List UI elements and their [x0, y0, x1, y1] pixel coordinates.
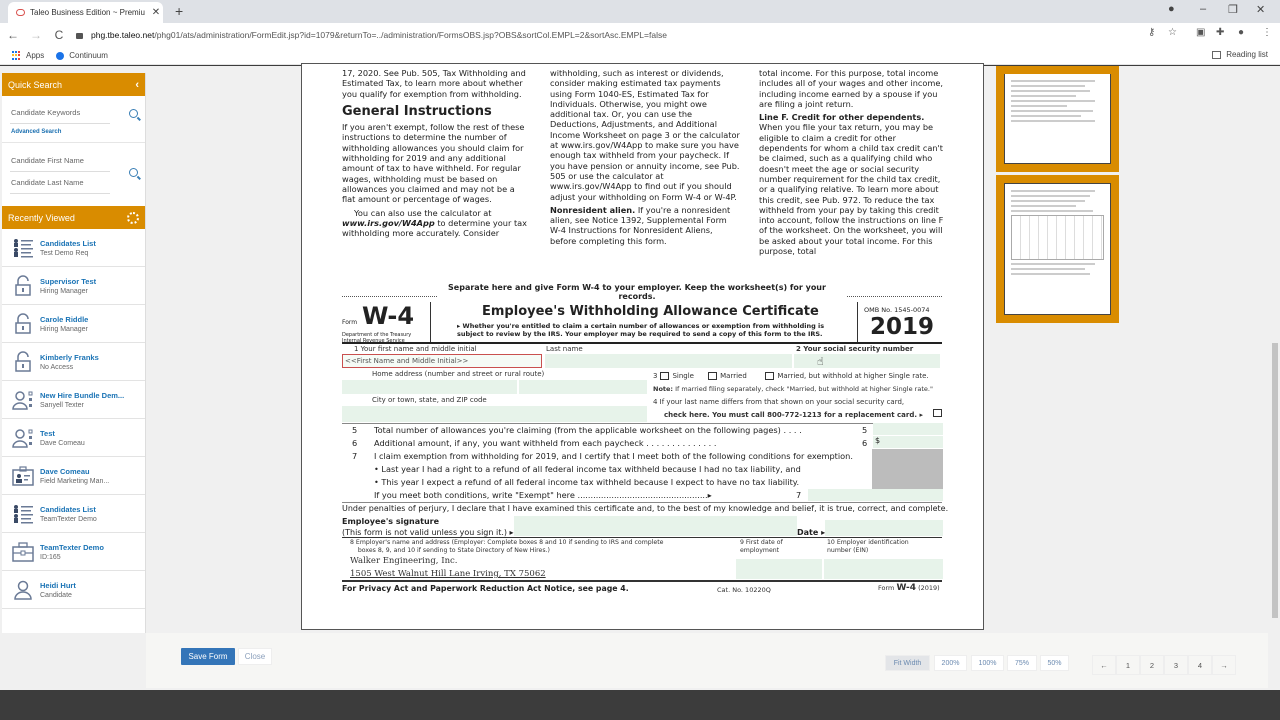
profile-indicator-icon[interactable]: ● [1168, 3, 1175, 15]
document-page [301, 63, 984, 630]
line7-bullet2: • This year I expect a refund of all federal income tax withheld because I expect to have no tax liability. [374, 477, 800, 487]
instructions-column-2 [550, 68, 740, 249]
quick-search-title: Quick Search [8, 79, 63, 90]
thumb-line [1011, 205, 1076, 207]
filing-status-line [653, 372, 929, 380]
previous-page-button[interactable]: ← [1092, 655, 1116, 675]
line6-box-label: 6 [862, 438, 868, 448]
form-action-bar [146, 633, 1268, 688]
divider [342, 580, 942, 582]
vertical-scrollbar[interactable] [1270, 73, 1280, 633]
thumb-line [1011, 100, 1095, 102]
perjury-statement: Under penalties of perjury, I declare that I have examined this certificate and, to the best of my knowledge and belief, it is true, correct, and complete. [342, 504, 949, 513]
thumb-line [1011, 95, 1076, 97]
extension-icon[interactable]: ▣ [1196, 27, 1206, 38]
thumb-line [1011, 85, 1085, 87]
line10-label: 10 Employer identification number (EIN) [827, 539, 909, 554]
col1-para2 [342, 208, 527, 239]
recent-item-title: New Hire Bundle Dem... [40, 390, 125, 400]
password-key-icon[interactable]: ⚷ [1148, 27, 1156, 38]
form-name: W-4 [362, 302, 415, 330]
sidebar [2, 73, 146, 633]
home-address-field-2[interactable] [519, 380, 647, 394]
city-label: City or town, state, and ZIP code [372, 396, 487, 404]
thumb-line [1011, 90, 1090, 92]
briefcase-icon [12, 541, 34, 563]
thumb-line [1011, 115, 1081, 117]
footer-year: (2019) [918, 584, 940, 592]
name-differs-checkbox[interactable] [933, 409, 942, 417]
recent-item[interactable] [2, 343, 145, 381]
ssn-label: 2 Your social security number [796, 345, 914, 353]
url-host: phg.tbe.taleo.net [91, 30, 155, 40]
employer-address: 1505 West Walnut Hill Lane Irving, TX 75062 [350, 569, 546, 579]
allowances-field[interactable] [873, 423, 943, 435]
ssn-field[interactable] [794, 354, 940, 368]
page-thumbnail-2[interactable] [996, 175, 1119, 323]
reading-list-icon [1212, 51, 1221, 59]
instructions-column-3 [759, 68, 944, 259]
lock-icon [76, 33, 83, 39]
quick-search-header [2, 73, 145, 96]
subtitle-line: ▸ Whether you're entitled to claim a certain number of allowances or exemption from withholding is [457, 322, 825, 330]
irs-w4app-link: www.irs.gov/W4App [342, 217, 435, 228]
continuum-icon [56, 52, 64, 60]
dept-text: Department of the Treasury [342, 332, 412, 338]
footer-form: Form [878, 584, 895, 592]
date-field[interactable] [825, 520, 943, 536]
apps-grid-icon [12, 51, 21, 60]
profile-avatar-icon[interactable]: ● [1238, 27, 1245, 38]
recent-item-subtitle: TeamTexter Demo [40, 515, 97, 523]
dotted-separator [342, 296, 437, 297]
thumb-line [1011, 80, 1095, 82]
page-3-button[interactable]: 3 [1164, 655, 1188, 675]
divider [430, 302, 431, 342]
recent-item-subtitle: ID:165 [40, 553, 61, 561]
treasury-dept [342, 332, 411, 344]
page-4-button[interactable]: 4 [1188, 655, 1212, 675]
list-icon [12, 503, 34, 525]
home-address-field[interactable] [342, 380, 517, 394]
col3-linef [759, 112, 944, 256]
married-checkbox[interactable] [708, 372, 717, 380]
reload-button[interactable]: C [54, 28, 64, 42]
line9-label: 9 First date of employment [740, 539, 783, 554]
bookmark-label: Apps [26, 51, 45, 60]
col1-top-text: 17, 2020. See Pub. 505, Tax Withholding and Estimated Tax, to learn more about whether you qualify for exemption from withholding. [342, 68, 526, 99]
signature-note: (This form is not valid unless you sign it.) ▸ [342, 528, 514, 537]
reading-list-label: Reading list [1226, 50, 1268, 59]
divider [342, 537, 942, 538]
page-thumbnail-1[interactable] [996, 66, 1119, 172]
form-footer [878, 583, 940, 593]
candidate-last-name-input[interactable] [10, 172, 110, 194]
married-higher-label: Married, but withhold at higher Single rate. [777, 372, 929, 380]
divider [857, 302, 858, 342]
scrollbar-thumb[interactable] [1272, 343, 1278, 618]
thumb-line [1011, 120, 1095, 122]
date-label: Date ▸ [797, 528, 826, 537]
recent-item-subtitle: Dave Comeau [40, 439, 85, 447]
recent-item-subtitle: No Access [40, 363, 74, 371]
thumb-line [1011, 190, 1095, 192]
os-taskbar [0, 690, 1280, 720]
col2-nonresident [550, 205, 740, 246]
recent-item[interactable] [2, 419, 145, 457]
married-higher-checkbox[interactable] [765, 372, 774, 380]
single-checkbox[interactable] [660, 372, 669, 380]
thumb-line [1011, 268, 1085, 270]
thumb-line [1011, 110, 1093, 112]
line-f-heading: Line F. Credit for other dependents. [759, 112, 925, 123]
chrome-menu-icon[interactable]: ⋮ [1262, 27, 1272, 38]
recent-item-title: Candidates List [40, 504, 96, 514]
recent-item-subtitle: Hiring Manager [40, 325, 88, 333]
exempt-field[interactable] [808, 489, 943, 501]
recent-item-subtitle: Candidate [40, 591, 72, 599]
new-tab-button[interactable]: + [175, 3, 184, 19]
line4-text-2: check here. You must call 800-772-1213 for a replacement card. ▸ [664, 411, 923, 419]
first-date-field[interactable] [736, 559, 822, 579]
zoom-200-button[interactable]: 200% [934, 655, 967, 671]
user-checklist-icon [12, 389, 34, 411]
user-checklist-icon [12, 427, 34, 449]
divider [342, 502, 942, 503]
form-year: 2019 [870, 314, 935, 340]
browser-toolbar [0, 23, 1280, 47]
line7-bullet1: • Last year I had a right to a refund of all federal income tax withheld because I had no tax liability, and [374, 464, 801, 474]
recent-item[interactable] [2, 495, 145, 533]
text: to determine your tax withholding more accurately. Consider [342, 217, 528, 239]
recent-item-subtitle: Sanyell Texter [40, 401, 84, 409]
id-card-icon [12, 465, 34, 487]
gear-icon[interactable] [127, 212, 139, 224]
next-page-button[interactable]: → [1212, 655, 1236, 675]
first-name-label: 1 Your first name and middle initial [354, 345, 477, 353]
bookmark-apps[interactable] [12, 51, 44, 60]
thumb-line [1011, 263, 1095, 265]
separate-here-text: Separate here and give Form W-4 to your employer. Keep the worksheet(s) for your records. [448, 283, 826, 301]
minimize-button[interactable]: – [1200, 3, 1207, 15]
nonresident-heading: Nonresident alien. [550, 204, 636, 215]
maximize-button[interactable]: ❐ [1228, 4, 1238, 16]
signature-field[interactable] [514, 516, 797, 536]
zoom-75-button[interactable]: 75% [1007, 655, 1037, 671]
employer-name: Walker Engineering, Inc. [350, 556, 458, 566]
additional-amount-field[interactable] [873, 436, 943, 448]
candidate-first-name-input[interactable] [10, 150, 110, 172]
line5-text: Total number of allowances you're claiming (from the applicable worksheet on the following pages) . . . . [374, 425, 802, 435]
unlock-icon [12, 351, 34, 373]
taleo-favicon-icon [16, 9, 25, 16]
user-icon [12, 579, 34, 601]
line5-number: 5 [352, 425, 358, 435]
line7-box-label: 7 [796, 490, 802, 500]
catalog-number: Cat. No. 10220Q [717, 586, 771, 594]
recent-item[interactable] [2, 533, 145, 571]
thumb-line [1011, 195, 1090, 197]
line-number: 3 [653, 372, 658, 380]
address-bar[interactable] [76, 26, 1136, 44]
thumb-line [1011, 210, 1093, 212]
first-name-placeholder: Candidate First Name [11, 156, 84, 165]
unlock-icon [12, 313, 34, 335]
text: If you're a nonresident alien, see Notice 1392, Supplemental Form W-4 Instructions for Nonresident Aliens, before completing this form. [550, 204, 731, 246]
col3-para1: total income. For this purpose, total income includes all of your wages and other income, including income earned by a spouse if you are filing a joint return. [759, 68, 944, 109]
privacy-notice: For Privacy Act and Paperwork Reduction Act Notice, see page 4. [342, 584, 629, 593]
recently-viewed-title: Recently Viewed [8, 212, 75, 223]
last-name-placeholder: Candidate Last Name [11, 178, 84, 187]
line4-text: 4 If your last name differs from that shown on your social security card, [653, 398, 905, 406]
zoom-fit-width-button[interactable]: Fit Width [885, 655, 930, 671]
recent-item-title: Carole Riddle [40, 314, 89, 324]
w4-header [342, 302, 942, 344]
single-label: Single [672, 372, 694, 380]
line6-number: 6 [352, 438, 358, 448]
thumb-line [1011, 105, 1067, 107]
recent-item[interactable] [2, 229, 145, 267]
reading-list-button[interactable] [1212, 50, 1268, 59]
recent-item-title: Candidates List [40, 238, 96, 248]
divider [2, 135, 145, 143]
note-text: If married filing separately, check "Married, but withhold at higher Single rate." [673, 385, 933, 393]
general-instructions-heading: General Instructions [342, 103, 492, 119]
recent-item-title: Dave Comeau [40, 466, 90, 476]
omb-number: OMB No. 1545-0074 [864, 306, 930, 314]
thumb-line [1011, 273, 1090, 275]
w4-title: Employee's Withholding Allowance Certificate [482, 304, 819, 319]
recent-item[interactable] [2, 381, 145, 419]
keywords-placeholder: Candidate Keywords [11, 108, 81, 117]
line6-text: Additional amount, if any, you want withheld from each paycheck . . . . . . . . . . . . . . [374, 438, 717, 448]
hand-cursor-icon: ☝ [817, 355, 824, 368]
collapse-sidebar-icon[interactable]: ‹ [135, 78, 139, 91]
extensions-puzzle-icon[interactable]: ✚ [1216, 27, 1225, 38]
back-button[interactable]: ← [7, 28, 19, 42]
last-name-label: Last name [546, 345, 583, 353]
thumb-table [1011, 215, 1104, 260]
recent-item-subtitle: Test Demo Req [40, 249, 89, 257]
line8-text: 8 Employer's name and address (Employer: Complete boxes 8 and 10 if sending to IRS and complete [350, 539, 664, 546]
first-name-field[interactable] [342, 354, 542, 368]
filing-note [653, 385, 933, 393]
recent-item-title: TeamTexter Demo [40, 542, 104, 552]
zoom-100-button[interactable]: 100% [971, 655, 1004, 671]
shaded-area [872, 449, 943, 489]
w4-subtitle [457, 322, 824, 338]
document-viewer [146, 68, 1268, 633]
list-icon [12, 237, 34, 259]
instructions-column-1 [342, 68, 527, 241]
tab-title: Taleo Business Edition ~ Premiu [30, 8, 145, 17]
line8-text-2: boxes 8, 9, and 10 if sending to State Directory of New Hires.) [357, 546, 550, 554]
zoom-50-button[interactable]: 50% [1040, 655, 1069, 671]
app-area [0, 66, 1280, 690]
recent-item-title: Heidi Hurt [40, 580, 76, 590]
note-label: Note: [653, 385, 674, 393]
line5-box-label: 5 [862, 425, 868, 435]
subtitle-line: subject to review by the IRS. Your employer may be required to send a copy of this form to the IRS. [457, 330, 823, 338]
candidate-keywords-input[interactable] [10, 102, 110, 124]
dollar-sign: $ [875, 436, 881, 445]
recent-item-title: Kimberly Franks [40, 352, 99, 362]
last-name-field[interactable] [545, 354, 792, 368]
line8-label [350, 539, 663, 554]
unlock-icon [12, 275, 34, 297]
name-search-icon[interactable] [129, 168, 138, 177]
keyword-search-icon[interactable] [129, 109, 138, 118]
page-2-button[interactable]: 2 [1140, 655, 1164, 675]
tab-close-icon[interactable]: ✕ [151, 7, 161, 18]
recent-item[interactable] [2, 267, 145, 305]
save-form-button[interactable]: Save Form [181, 648, 235, 665]
recently-viewed-header [2, 206, 145, 229]
thumb-line [1011, 200, 1085, 202]
recent-item-subtitle: Field Marketing Man... [40, 477, 110, 485]
col1-para1: If you aren't exempt, follow the rest of these instructions to determine the number of withholding allowances you should claim for withholding for 2019 and any additional amount of tax to have withheld. For regular wages, withholding must be based on allowances you claimed and may not be a flat amount or percentage of wages. [342, 122, 525, 205]
recent-item[interactable] [2, 571, 145, 609]
recent-item-title: Supervisor Test [40, 276, 97, 286]
thumbnail-preview [1004, 183, 1111, 315]
text: You can also use the calculator at [354, 207, 492, 218]
signature-label: Employee's signature [342, 517, 440, 526]
bookmark-continuum[interactable] [56, 51, 108, 60]
recently-viewed-list [2, 229, 145, 609]
page-1-button[interactable]: 1 [1116, 655, 1140, 675]
form-label: Form [342, 319, 358, 326]
divider [342, 423, 942, 424]
footer-w4: W-4 [896, 583, 916, 593]
line7-number: 7 [352, 451, 358, 461]
line7-text: I claim exemption from withholding for 2019, and I certify that I meet both of the following conditions for exemption. [374, 451, 853, 461]
spacer [2, 194, 145, 206]
recent-item[interactable] [2, 305, 145, 343]
browser-tab-bar [0, 0, 1280, 23]
close-window-button[interactable]: ✕ [1256, 4, 1266, 16]
forward-button[interactable]: → [30, 28, 42, 42]
bookmark-star-icon[interactable]: ☆ [1168, 27, 1177, 38]
ein-field[interactable] [824, 559, 943, 579]
browser-tab[interactable] [8, 2, 163, 23]
line7-exempt-text: If you meet both conditions, write "Exempt" here ..................................................▸ [374, 490, 712, 500]
dotted-separator [847, 296, 942, 297]
city-field[interactable] [342, 406, 647, 422]
married-label: Married [720, 372, 747, 380]
first-name-value: <<First Name and Middle Initial>> [345, 357, 469, 365]
close-button[interactable]: Close [238, 648, 272, 665]
irs-text: Internal Revenue Service [342, 338, 405, 344]
advanced-search-link[interactable]: Advanced Search [11, 129, 62, 135]
recent-item-title: Test [40, 428, 55, 438]
url-path: /phg01/ats/administration/FormEdit.jsp?id=1079&returnTo=../administration/FormsOBS.jsp?OBS&sortCol.EMPL=2&sortAsc.EMPL=false [154, 30, 667, 40]
home-address-label: Home address (number and street or rural route) [372, 370, 545, 378]
thumbnail-preview [1004, 74, 1111, 164]
recent-item[interactable] [2, 457, 145, 495]
col2-para1: withholding, such as interest or dividends, consider making estimated tax payments using Form 1040-ES, Estimated Tax for Individuals. Otherwise, you might owe additional tax. Or, you can use the Deductions, Adjustments, and Additional Income Worksheet on page 3 or the calculator at www.irs.gov/W4App to make sure you have enough tax withheld from your paycheck. If you have pension or annuity income, see Pub. 505 or use the calculator at www.irs.gov/W4App to find out if you should adjust your withholding on Form W-4 or W-4P. [550, 68, 740, 202]
recent-item-subtitle: Hiring Manager [40, 287, 88, 295]
text: When you file your tax return, you may be eligible to claim a credit for other dependents for whom a child tax credit can't be claimed, such as a qualifying child who doesn't meet the age or social security number requirement for the child tax credit, or a qualifying relative. To learn more about this credit, see Pub. 972. To reduce the tax withheld from your pay by taking this credit into account, follow the instructions on line F of the worksheet. On the worksheet, you will be asked about your total income. For this purpose, total [759, 122, 944, 257]
bookmark-label: Continuum [69, 51, 108, 60]
